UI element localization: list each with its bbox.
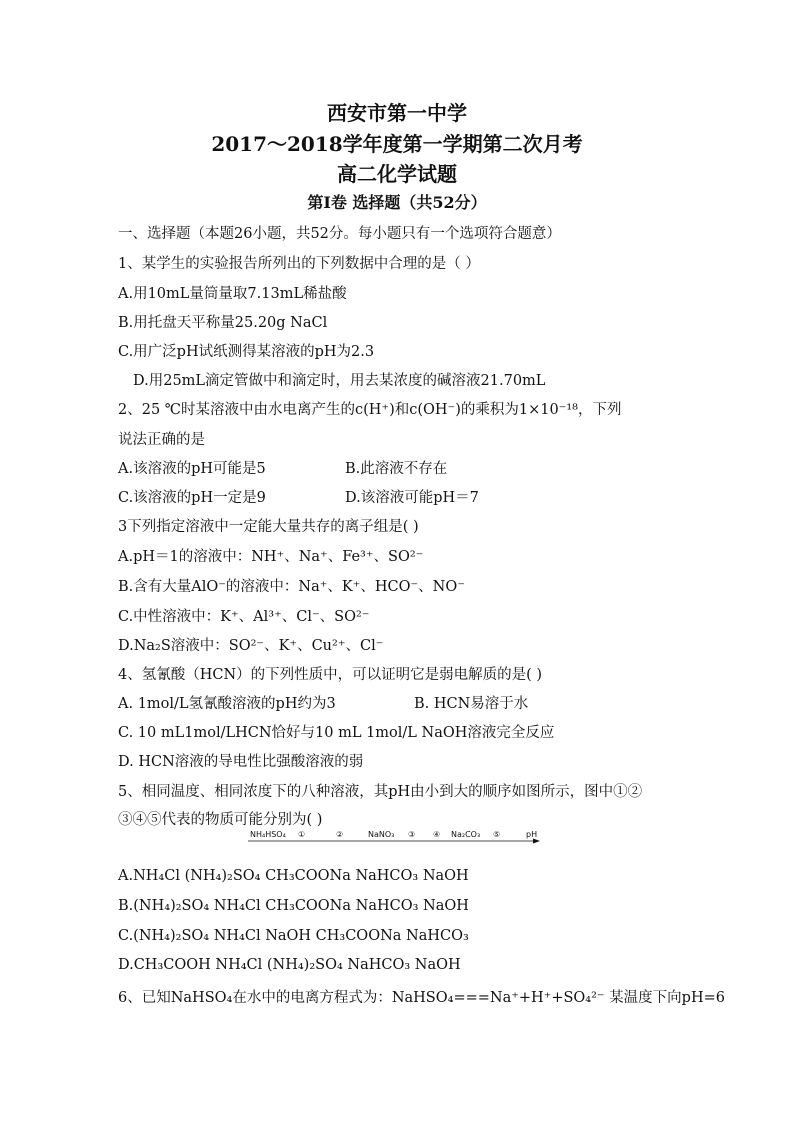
q3-option-b: B.含有大量AlO⁻的溶液中：Na⁺、K⁺、HCO⁻、NO⁻: [118, 579, 465, 595]
q4-option-a: A. 1mol/L氢氰酸溶液的pH约为3: [118, 696, 336, 712]
q5-stem-line1: 5、相同温度、相同浓度下的八种溶液，其pH由小到大的顺序如图所示，图中①②: [118, 784, 643, 800]
q5-option-d: D.CH₃COOH NH₄Cl (NH₄)₂SO₄ NaHCO₃ NaOH: [118, 957, 461, 973]
axis-label-circled-1: ①: [298, 830, 306, 839]
q5-option-b: B.(NH₄)₂SO₄ NH₄Cl CH₃COONa NaHCO₃ NaOH: [118, 898, 469, 914]
q1-option-b: B.用托盘天平称量25.20g NaCl: [118, 315, 328, 331]
axis-label-circled-4: ④: [433, 830, 441, 839]
ph-axis-arrow: [533, 839, 540, 844]
part-title: 第Ⅰ卷 选择题（共52分）: [307, 193, 487, 212]
q2-option-c: C.该溶液的pH一定是9: [118, 490, 266, 506]
q5-stem-line2: ③④⑤代表的物质可能分别为( ): [118, 812, 323, 828]
axis-label-circled-2: ②: [336, 830, 344, 839]
axis-label-nh4hso4: NH₄HSO₄: [250, 830, 286, 839]
axis-label-ph: pH: [526, 830, 538, 839]
q6-stem: 6、已知NaHSO₄在水中的电离方程式为：NaHSO₄===Na⁺+H⁺+SO₄²⁻ 某温度下向pH=6: [118, 990, 725, 1006]
q2-stem-line2: 说法正确的是: [118, 432, 205, 448]
q3-option-a: A.pH＝1的溶液中：NH⁺、Na⁺、Fe³⁺、SO²⁻: [118, 549, 424, 565]
q1-option-a: A.用10mL量筒量取7.13mL稀盐酸: [118, 286, 347, 302]
q1-option-d: D.用25mL滴定管做中和滴定时，用去某浓度的碱溶液21.70mL: [133, 373, 546, 389]
axis-label-na2co3: Na₂CO₃: [451, 830, 481, 839]
q4-option-d: D. HCN溶液的导电性比强酸溶液的弱: [118, 754, 364, 770]
q2-option-d: D.该溶液可能pH＝7: [345, 490, 479, 506]
ph-order-axis-diagram: [248, 826, 548, 848]
q4-option-b: B. HCN易溶于水: [414, 696, 529, 712]
q4-stem: 4、氢氰酸（HCN）的下列性质中，可以证明它是弱电解质的是( ): [118, 667, 543, 683]
q3-option-c: C.中性溶液中：K⁺、Al³⁺、Cl⁻、SO²⁻: [118, 609, 370, 625]
q5-option-a: A.NH₄Cl (NH₄)₂SO₄ CH₃COONa NaHCO₃ NaOH: [118, 868, 469, 884]
axis-label-circled-3: ③: [408, 830, 416, 839]
axis-label-circled-5: ⑤: [493, 830, 501, 839]
q5-option-c: C.(NH₄)₂SO₄ NH₄Cl NaOH CH₃COONa NaHCO₃: [118, 928, 469, 944]
axis-label-nano3: NaNO₃: [368, 830, 395, 839]
q2-option-b: B.此溶液不存在: [345, 461, 448, 477]
q3-option-d: D.Na₂S溶液中：SO²⁻、K⁺、Cu²⁺、Cl⁻: [118, 638, 384, 654]
subject-title: 高二化学试题: [337, 162, 457, 186]
section-intro: 一、选择题（本题26小题，共52分。每小题只有一个选项符合题意）: [118, 226, 561, 242]
q4-option-c: C. 10 mL1mol/LHCN恰好与10 mL 1mol/L NaOH溶液完全反应: [118, 725, 555, 741]
q3-stem: 3下列指定溶液中一定能大量共存的离子组是( ): [118, 519, 419, 535]
q1-option-c: C.用广泛pH试纸测得某溶液的pH为2.3: [118, 344, 375, 360]
school-title: 西安市第一中学: [327, 101, 467, 125]
q1-stem: 1、某学生的实验报告所列出的下列数据中合理的是（ ）: [118, 256, 480, 272]
exam-term-title: 2017～2018学年度第一学期第二次月考: [211, 132, 583, 156]
q2-option-a: A.该溶液的pH可能是5: [118, 461, 266, 477]
q2-stem-line1: 2、25 ℃时某溶液中由水电离产生的c(H⁺)和c(OH⁻)的乘积为1×10⁻¹⁸，下列: [118, 402, 622, 418]
